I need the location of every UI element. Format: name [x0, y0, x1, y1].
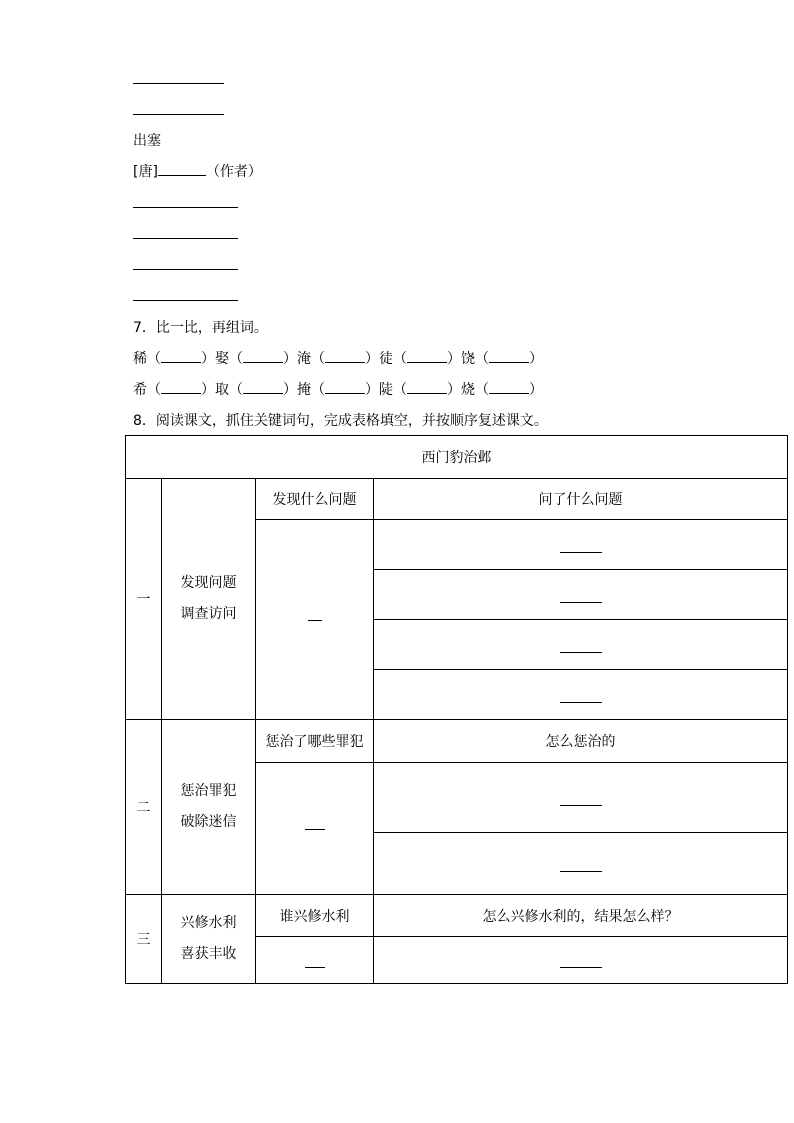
char: 陡: [379, 382, 393, 398]
answer-cell[interactable]: [374, 520, 788, 570]
column-header: 问了什么问题: [374, 479, 788, 520]
answer-cell[interactable]: [374, 620, 788, 670]
column-header: 谁兴修水利: [256, 895, 374, 937]
char: 稀: [133, 351, 147, 367]
column-header: 发现什么问题: [256, 479, 374, 520]
word-blank[interactable]: [407, 348, 447, 363]
answer-line[interactable]: [133, 269, 238, 270]
question-text: 阅读课文，抓住关键词句，完成表格填空，并按顺序复述课文。: [155, 413, 548, 429]
char: 取: [215, 382, 229, 398]
word-blank[interactable]: [407, 379, 447, 394]
poem-byline: [133, 161, 262, 181]
answer-cell[interactable]: [256, 937, 374, 984]
column-header: 惩治了哪些罪犯: [256, 720, 374, 763]
char: 希: [133, 382, 147, 398]
answer-line[interactable]: [133, 238, 238, 239]
compare-row-1: 稀（ ）娶（ ）淹（ ）徒（ ）饶（ ）: [133, 348, 543, 368]
table-title: 西门豹治邺: [126, 436, 788, 479]
answer-line[interactable]: [133, 114, 224, 115]
char: 娶: [215, 351, 229, 367]
section-description: 发现问题 调查访问: [162, 479, 256, 720]
answer-line[interactable]: [133, 300, 238, 301]
answer-cell[interactable]: [256, 520, 374, 720]
answer-cell[interactable]: [374, 833, 788, 895]
section-description: 惩治罪犯 破除迷信: [162, 720, 256, 895]
answer-cell[interactable]: [374, 937, 788, 984]
answer-line[interactable]: [133, 207, 238, 208]
reading-table: [125, 435, 788, 984]
word-blank[interactable]: [243, 348, 283, 363]
section-description: 兴修水利 喜获丰收: [162, 895, 256, 984]
column-header: 怎么兴修水利的，结果怎么样？: [374, 895, 788, 937]
poem-title: 出塞: [133, 133, 161, 149]
word-blank[interactable]: [161, 348, 201, 363]
question-number: 8．: [133, 413, 156, 429]
word-blank[interactable]: [325, 348, 365, 363]
word-blank[interactable]: [243, 379, 283, 394]
question-7: [133, 317, 268, 337]
compare-row-2: 希（ ）取（ ）掩（ ）陡（ ）烧（ ）: [133, 379, 543, 399]
question-8: [133, 410, 548, 430]
answer-line[interactable]: [133, 83, 224, 84]
section-number: 二: [126, 720, 162, 895]
answer-cell[interactable]: [374, 570, 788, 620]
word-blank[interactable]: [161, 379, 201, 394]
answer-cell[interactable]: [256, 763, 374, 895]
dynasty-label: [唐]: [133, 164, 158, 180]
author-blank[interactable]: [158, 161, 206, 176]
char: 徒: [379, 351, 393, 367]
answer-cell[interactable]: [374, 763, 788, 833]
column-header: 怎么惩治的: [374, 720, 788, 763]
word-blank[interactable]: [325, 379, 365, 394]
char: 饶: [461, 351, 475, 367]
word-blank[interactable]: [489, 379, 529, 394]
question-text: 比一比，再组词。: [155, 320, 268, 336]
word-blank[interactable]: [489, 348, 529, 363]
question-number: 7．: [133, 320, 156, 336]
answer-cell[interactable]: [374, 670, 788, 720]
section-number: 一: [126, 479, 162, 720]
author-label: （作者）: [205, 164, 262, 180]
char: 淹: [297, 351, 311, 367]
section-number: 三: [126, 895, 162, 984]
char: 烧: [461, 382, 475, 398]
char: 掩: [297, 382, 311, 398]
